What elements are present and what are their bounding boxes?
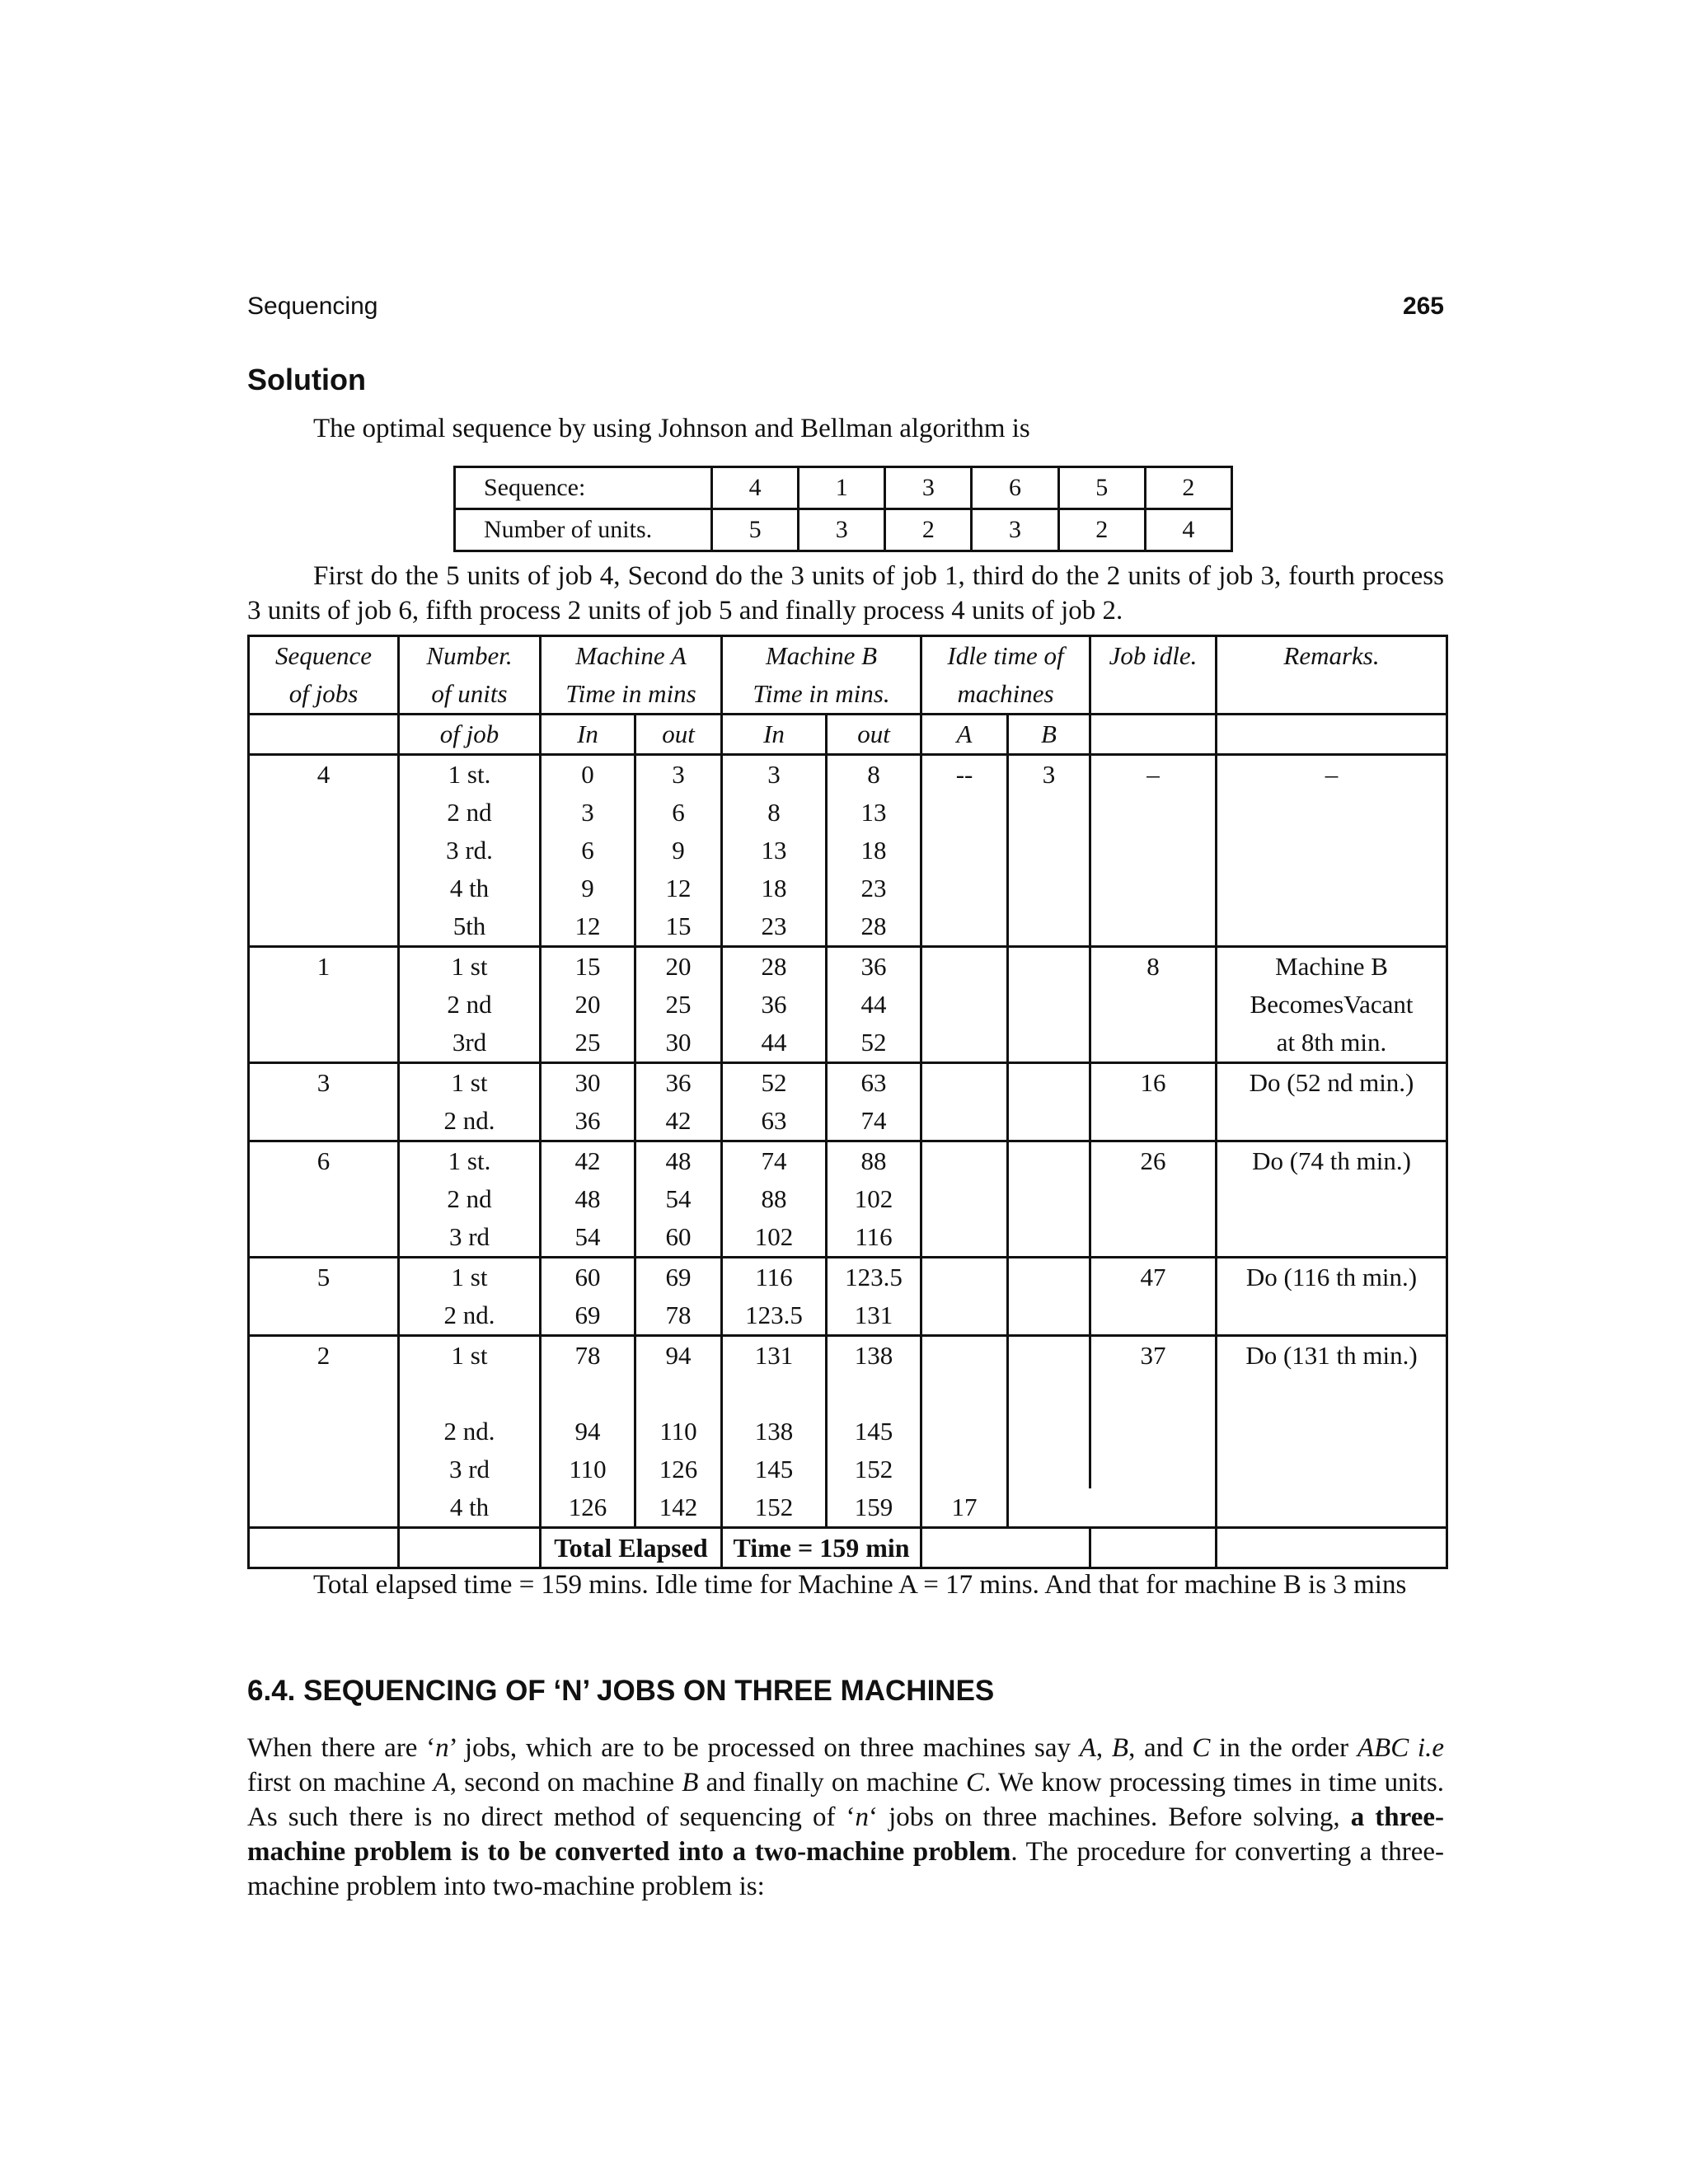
table-row xyxy=(249,1102,1447,1141)
table-cell: 2 xyxy=(249,1336,399,1413)
table-cell xyxy=(1008,1296,1090,1336)
table-cell xyxy=(1217,1413,1447,1451)
table-cell: 13 xyxy=(722,832,827,869)
chapter-title: Sequencing xyxy=(247,293,378,320)
table-cell: 8 xyxy=(722,794,827,832)
table-cell xyxy=(1008,869,1090,907)
table-cell xyxy=(249,832,399,869)
total-cell xyxy=(399,1528,541,1568)
table-cell xyxy=(921,1063,1008,1103)
intro-paragraph: The optimal sequence by using Johnson and Bellman algorithm is xyxy=(313,414,1030,443)
sequence-label: Sequence: xyxy=(455,467,712,509)
table-cell: 6 xyxy=(249,1141,399,1181)
table-cell xyxy=(921,1102,1008,1141)
table-cell xyxy=(1008,1413,1090,1451)
table-cell xyxy=(1090,869,1217,907)
table-cell: 13 xyxy=(827,794,921,832)
table-cell: 16 xyxy=(1090,1063,1217,1103)
table-cell: 3 rd xyxy=(399,1218,541,1258)
table-cell xyxy=(921,1218,1008,1258)
table-cell: 88 xyxy=(722,1180,827,1218)
table-cell: 54 xyxy=(541,1218,635,1258)
header-cell: Time in mins xyxy=(541,675,722,715)
table-cell xyxy=(921,1336,1008,1413)
total-elapsed-paragraph: Total elapsed time = 159 mins. Idle time for Machine A = 17 mins. And that for machine B is 3 mins xyxy=(313,1570,1407,1600)
text-run: ’ jobs, which are to be processed on three machines say xyxy=(448,1733,1080,1763)
units-label: Number of units. xyxy=(455,509,712,551)
header-cell: out xyxy=(827,715,921,755)
header-cell: Job idle. xyxy=(1090,636,1217,676)
table-cell xyxy=(1217,907,1447,947)
units-cell: 5 xyxy=(712,509,799,551)
table-cell xyxy=(1217,1218,1447,1258)
table-cell: 1 st. xyxy=(399,1141,541,1181)
table-cell: Machine B xyxy=(1217,947,1447,987)
units-cell: 2 xyxy=(885,509,972,551)
table-cell: 25 xyxy=(635,986,722,1024)
units-cell: 3 xyxy=(972,509,1058,551)
solution-heading: Solution xyxy=(247,363,366,396)
table-cell xyxy=(1090,1451,1217,1488)
table-cell: 131 xyxy=(827,1296,921,1336)
table-cell xyxy=(1008,907,1090,947)
italic-c: C xyxy=(1192,1733,1211,1763)
text-run: , xyxy=(1095,1733,1112,1763)
header-cell: In xyxy=(722,715,827,755)
table-cell: 78 xyxy=(541,1336,635,1413)
header-cell: Machine B xyxy=(722,636,921,676)
table-cell: 6 xyxy=(635,794,722,832)
table-cell: 1 st xyxy=(399,1258,541,1297)
table-row xyxy=(249,1413,1447,1451)
table-cell xyxy=(1008,947,1090,987)
table-cell: 123.5 xyxy=(827,1258,921,1297)
header-cell: out xyxy=(635,715,722,755)
table-cell: 126 xyxy=(541,1488,635,1528)
table-cell: 54 xyxy=(635,1180,722,1218)
table-cell: 116 xyxy=(722,1258,827,1297)
table-cell xyxy=(1008,1258,1090,1297)
table-cell xyxy=(1217,1180,1447,1218)
table-cell: 1 xyxy=(249,947,399,987)
table-cell: 3 xyxy=(249,1063,399,1103)
table-row xyxy=(249,1451,1447,1488)
table-cell xyxy=(1217,832,1447,869)
table-cell: Do (131 th min.) xyxy=(1217,1336,1447,1413)
table-cell xyxy=(1090,794,1217,832)
table-cell: 23 xyxy=(827,869,921,907)
table-cell xyxy=(1090,1488,1217,1528)
table-row xyxy=(249,869,1447,907)
total-cell xyxy=(1090,1528,1217,1568)
sequence-cell: 4 xyxy=(712,467,799,509)
table-cell: 15 xyxy=(635,907,722,947)
table-cell: 18 xyxy=(722,869,827,907)
table-cell xyxy=(1090,1024,1217,1063)
italic-a: A xyxy=(433,1768,450,1797)
table-cell xyxy=(249,1024,399,1063)
table-cell: 123.5 xyxy=(722,1296,827,1336)
table-cell: 36 xyxy=(635,1063,722,1103)
table-cell: 63 xyxy=(827,1063,921,1103)
table-cell xyxy=(1217,1102,1447,1141)
table-cell: 28 xyxy=(722,947,827,987)
table-cell: 52 xyxy=(722,1063,827,1103)
table-cell: 9 xyxy=(541,869,635,907)
table-cell xyxy=(921,1141,1008,1181)
table-cell xyxy=(921,832,1008,869)
table-cell: 1 st xyxy=(399,1336,541,1413)
table-cell: 2 nd xyxy=(399,986,541,1024)
plan-paragraph: First do the 5 units of job 4, Second do the 3 units of job 1, third do the 2 units of job 3, fourth process 3 units of job 6, fifth process 2 units of job 5 and finally process 4 units of job 2. xyxy=(247,561,1444,626)
table-cell xyxy=(1090,1218,1217,1258)
table-cell xyxy=(1090,986,1217,1024)
sequence-cell: 6 xyxy=(972,467,1058,509)
table-cell: 2 nd. xyxy=(399,1413,541,1451)
table-cell: 12 xyxy=(635,869,722,907)
table-cell: 37 xyxy=(1090,1336,1217,1413)
units-cell: 2 xyxy=(1058,509,1145,551)
table-row xyxy=(249,1218,1447,1258)
table-cell: 69 xyxy=(635,1258,722,1297)
header-cell: of jobs xyxy=(249,675,399,715)
table-cell xyxy=(921,869,1008,907)
table-cell xyxy=(921,1024,1008,1063)
table-cell: 20 xyxy=(635,947,722,987)
sequence-cell: 1 xyxy=(799,467,885,509)
table-row xyxy=(249,1141,1447,1181)
table-cell xyxy=(1090,1296,1217,1336)
table-cell: – xyxy=(1217,755,1447,794)
table-cell: 78 xyxy=(635,1296,722,1336)
table-cell: 18 xyxy=(827,832,921,869)
table-cell: 3 xyxy=(635,755,722,794)
header-cell xyxy=(249,715,399,755)
header-cell: of units xyxy=(399,675,541,715)
table-cell: 74 xyxy=(722,1141,827,1181)
table-cell xyxy=(1008,1336,1090,1413)
table-cell: 5 xyxy=(249,1258,399,1297)
table-cell xyxy=(1008,832,1090,869)
table-cell: Do (116 th min.) xyxy=(1217,1258,1447,1297)
italic-c: C xyxy=(966,1768,985,1797)
italic-a: A xyxy=(1079,1733,1096,1763)
italic-b: B xyxy=(682,1768,699,1797)
text-run: , second on machine xyxy=(449,1768,682,1797)
table-cell: 152 xyxy=(722,1488,827,1528)
table-cell: 20 xyxy=(541,986,635,1024)
table-row xyxy=(249,1180,1447,1218)
table-cell: 3 xyxy=(541,794,635,832)
header-cell: Sequence xyxy=(249,636,399,676)
table-cell: 42 xyxy=(541,1141,635,1181)
italic-n: n xyxy=(855,1802,870,1832)
table-cell: 60 xyxy=(541,1258,635,1297)
table-cell: 110 xyxy=(635,1413,722,1451)
table-cell: at 8th min. xyxy=(1217,1024,1447,1063)
table-cell: 74 xyxy=(827,1102,921,1141)
table-cell: 4 th xyxy=(399,1488,541,1528)
table-row xyxy=(249,907,1447,947)
header-cell: Machine A xyxy=(541,636,722,676)
table-cell xyxy=(249,869,399,907)
header-cell xyxy=(1217,715,1447,755)
table-cell xyxy=(1008,1024,1090,1063)
table-cell xyxy=(921,986,1008,1024)
table-cell: 88 xyxy=(827,1141,921,1181)
table-cell xyxy=(249,1218,399,1258)
table-cell: 94 xyxy=(635,1336,722,1413)
table-cell xyxy=(249,1451,399,1488)
italic-abc: ABC xyxy=(1357,1733,1409,1763)
table-cell xyxy=(921,907,1008,947)
sequence-table xyxy=(453,466,1233,552)
italic-b: B xyxy=(1111,1733,1129,1763)
table-cell xyxy=(1090,832,1217,869)
header-cell: A xyxy=(921,715,1008,755)
table-cell: 110 xyxy=(541,1451,635,1488)
table-cell: 2 nd xyxy=(399,1180,541,1218)
italic-ie: i.e xyxy=(1417,1733,1444,1763)
table-cell xyxy=(1008,1451,1090,1488)
table-cell xyxy=(1008,794,1090,832)
table-cell xyxy=(249,1488,399,1528)
table-cell: 3 xyxy=(722,755,827,794)
header-cell xyxy=(1217,675,1447,715)
header-row-1 xyxy=(249,636,1447,676)
table-cell xyxy=(1090,1102,1217,1141)
table-cell xyxy=(1008,1063,1090,1103)
table-cell: 17 xyxy=(921,1488,1008,1528)
table-cell: 159 xyxy=(827,1488,921,1528)
table-cell: 6 xyxy=(541,832,635,869)
table-cell: BecomesVacant xyxy=(1217,986,1447,1024)
table-cell xyxy=(921,1451,1008,1488)
section-heading: 6.4. SEQUENCING OF ‘N’ JOBS ON THREE MACHINES xyxy=(247,1675,995,1707)
table-cell xyxy=(249,986,399,1024)
header-cell: B xyxy=(1008,715,1090,755)
table-cell xyxy=(1090,1413,1217,1451)
table-row xyxy=(249,947,1447,987)
table-cell xyxy=(1090,907,1217,947)
table-cell: 30 xyxy=(541,1063,635,1103)
table-cell: 138 xyxy=(827,1336,921,1413)
sequence-row xyxy=(455,467,1232,509)
units-cell: 4 xyxy=(1145,509,1231,551)
table-cell: 26 xyxy=(1090,1141,1217,1181)
table-cell: 145 xyxy=(827,1413,921,1451)
table-cell: 63 xyxy=(722,1102,827,1141)
sequence-cell: 5 xyxy=(1058,467,1145,509)
table-cell xyxy=(249,907,399,947)
table-row xyxy=(249,1296,1447,1336)
table-cell: 3rd xyxy=(399,1024,541,1063)
table-cell: 69 xyxy=(541,1296,635,1336)
table-cell: 4 xyxy=(249,755,399,794)
table-cell: 30 xyxy=(635,1024,722,1063)
table-row xyxy=(249,832,1447,869)
table-cell xyxy=(249,1102,399,1141)
text-run: , and xyxy=(1128,1733,1193,1763)
table-cell xyxy=(921,1413,1008,1451)
table-row xyxy=(249,986,1447,1024)
table-cell: 145 xyxy=(722,1451,827,1488)
table-row xyxy=(249,1024,1447,1063)
table-cell: 36 xyxy=(541,1102,635,1141)
header-cell: Remarks. xyxy=(1217,636,1447,676)
header-cell: Idle time of xyxy=(921,636,1090,676)
header-cell: of job xyxy=(399,715,541,755)
table-cell: 102 xyxy=(827,1180,921,1218)
header-row-3 xyxy=(249,715,1447,755)
table-cell xyxy=(1090,1180,1217,1218)
table-cell xyxy=(921,1258,1008,1297)
table-cell xyxy=(921,1180,1008,1218)
table-row xyxy=(249,794,1447,832)
table-cell: 36 xyxy=(722,986,827,1024)
header-cell xyxy=(1090,715,1217,755)
table-row xyxy=(249,1258,1447,1297)
table-cell xyxy=(1217,794,1447,832)
table-cell: 48 xyxy=(541,1180,635,1218)
table-cell: 138 xyxy=(722,1413,827,1451)
text-run: ‘ jobs on three machines. Before solving, xyxy=(869,1802,1351,1832)
table-cell: 42 xyxy=(635,1102,722,1141)
table-cell xyxy=(249,794,399,832)
sequence-cell: 2 xyxy=(1145,467,1231,509)
table-cell xyxy=(1008,1218,1090,1258)
table-cell: 0 xyxy=(541,755,635,794)
table-cell: 152 xyxy=(827,1451,921,1488)
running-header xyxy=(247,293,1444,326)
table-cell: 142 xyxy=(635,1488,722,1528)
table-cell: 1 st xyxy=(399,1063,541,1103)
table-cell: 5th xyxy=(399,907,541,947)
table-cell xyxy=(1008,1141,1090,1181)
table-cell: 60 xyxy=(635,1218,722,1258)
units-cell: 3 xyxy=(799,509,885,551)
text-run: in the order xyxy=(1210,1733,1357,1763)
total-row xyxy=(249,1528,1447,1568)
header-cell: Number. xyxy=(399,636,541,676)
table-cell: 44 xyxy=(827,986,921,1024)
table-row xyxy=(249,1336,1447,1413)
text-run: and finally on machine xyxy=(698,1768,967,1797)
sequence-cell: 3 xyxy=(885,467,972,509)
table-cell: 9 xyxy=(635,832,722,869)
table-cell xyxy=(249,1296,399,1336)
table-cell: 12 xyxy=(541,907,635,947)
table-cell: Do (74 th min.) xyxy=(1217,1141,1447,1181)
table-cell xyxy=(921,794,1008,832)
table-cell: 3 xyxy=(1008,755,1090,794)
text-run xyxy=(1409,1733,1418,1763)
text-run: . We know processing times in time units. As such there is no direct method of sequencing of ‘ xyxy=(247,1768,1444,1832)
total-elapsed-label: Total Elapsed xyxy=(541,1528,722,1568)
table-cell: 1 st. xyxy=(399,755,541,794)
table-cell xyxy=(1217,1488,1447,1528)
table-cell xyxy=(1008,1488,1090,1528)
table-cell: -- xyxy=(921,755,1008,794)
table-cell: 3 rd xyxy=(399,1451,541,1488)
header-cell: machines xyxy=(921,675,1090,715)
table-cell xyxy=(249,1413,399,1451)
table-cell: Do (52 nd min.) xyxy=(1217,1063,1447,1103)
schedule-table xyxy=(247,635,1448,1569)
table-cell: 2 nd xyxy=(399,794,541,832)
body-paragraph xyxy=(247,1731,1444,1904)
bold-run: a three-machine problem is to be converted into a two-machine problem xyxy=(247,1802,1444,1867)
table-cell: 52 xyxy=(827,1024,921,1063)
total-cell xyxy=(921,1528,1090,1568)
table-cell xyxy=(1217,1451,1447,1488)
table-cell: 36 xyxy=(827,947,921,987)
table-cell: 1 st xyxy=(399,947,541,987)
header-row-2 xyxy=(249,675,1447,715)
header-cell xyxy=(1090,675,1217,715)
table-cell: 4 th xyxy=(399,869,541,907)
table-cell: 48 xyxy=(635,1141,722,1181)
table-cell: – xyxy=(1090,755,1217,794)
table-cell: 131 xyxy=(722,1336,827,1413)
table-row xyxy=(249,1063,1447,1103)
header-cell: Time in mins. xyxy=(722,675,921,715)
table-cell: 44 xyxy=(722,1024,827,1063)
text-run: . The procedure for converting a three-machine problem into two-machine problem is: xyxy=(247,1837,1444,1901)
table-cell: 47 xyxy=(1090,1258,1217,1297)
table-cell xyxy=(249,1180,399,1218)
table-cell xyxy=(1008,1102,1090,1141)
table-cell xyxy=(1008,986,1090,1024)
total-time-value: Time = 159 min xyxy=(722,1528,921,1568)
page-number: 265 xyxy=(1402,293,1444,320)
table-cell: 116 xyxy=(827,1218,921,1258)
table-row xyxy=(249,755,1447,794)
table-cell: 126 xyxy=(635,1451,722,1488)
table-cell: 2 nd. xyxy=(399,1296,541,1336)
table-row xyxy=(249,1488,1447,1528)
table-cell xyxy=(1217,1296,1447,1336)
total-cell xyxy=(1217,1528,1447,1568)
units-row xyxy=(455,509,1232,551)
table-cell xyxy=(921,947,1008,987)
header-cell: In xyxy=(541,715,635,755)
table-cell: 15 xyxy=(541,947,635,987)
table-cell: 25 xyxy=(541,1024,635,1063)
table-cell: 8 xyxy=(827,755,921,794)
table-cell xyxy=(1008,1180,1090,1218)
table-cell: 2 nd. xyxy=(399,1102,541,1141)
table-cell: 8 xyxy=(1090,947,1217,987)
table-cell: 3 rd. xyxy=(399,832,541,869)
table-cell: 102 xyxy=(722,1218,827,1258)
text-run: first on machine xyxy=(247,1768,434,1797)
table-cell: 94 xyxy=(541,1413,635,1451)
table-cell xyxy=(1217,869,1447,907)
table-cell: 23 xyxy=(722,907,827,947)
italic-n: n xyxy=(435,1733,449,1763)
total-cell xyxy=(249,1528,399,1568)
table-cell: 28 xyxy=(827,907,921,947)
table-cell xyxy=(921,1296,1008,1336)
text-run: When there are ‘ xyxy=(247,1733,436,1763)
